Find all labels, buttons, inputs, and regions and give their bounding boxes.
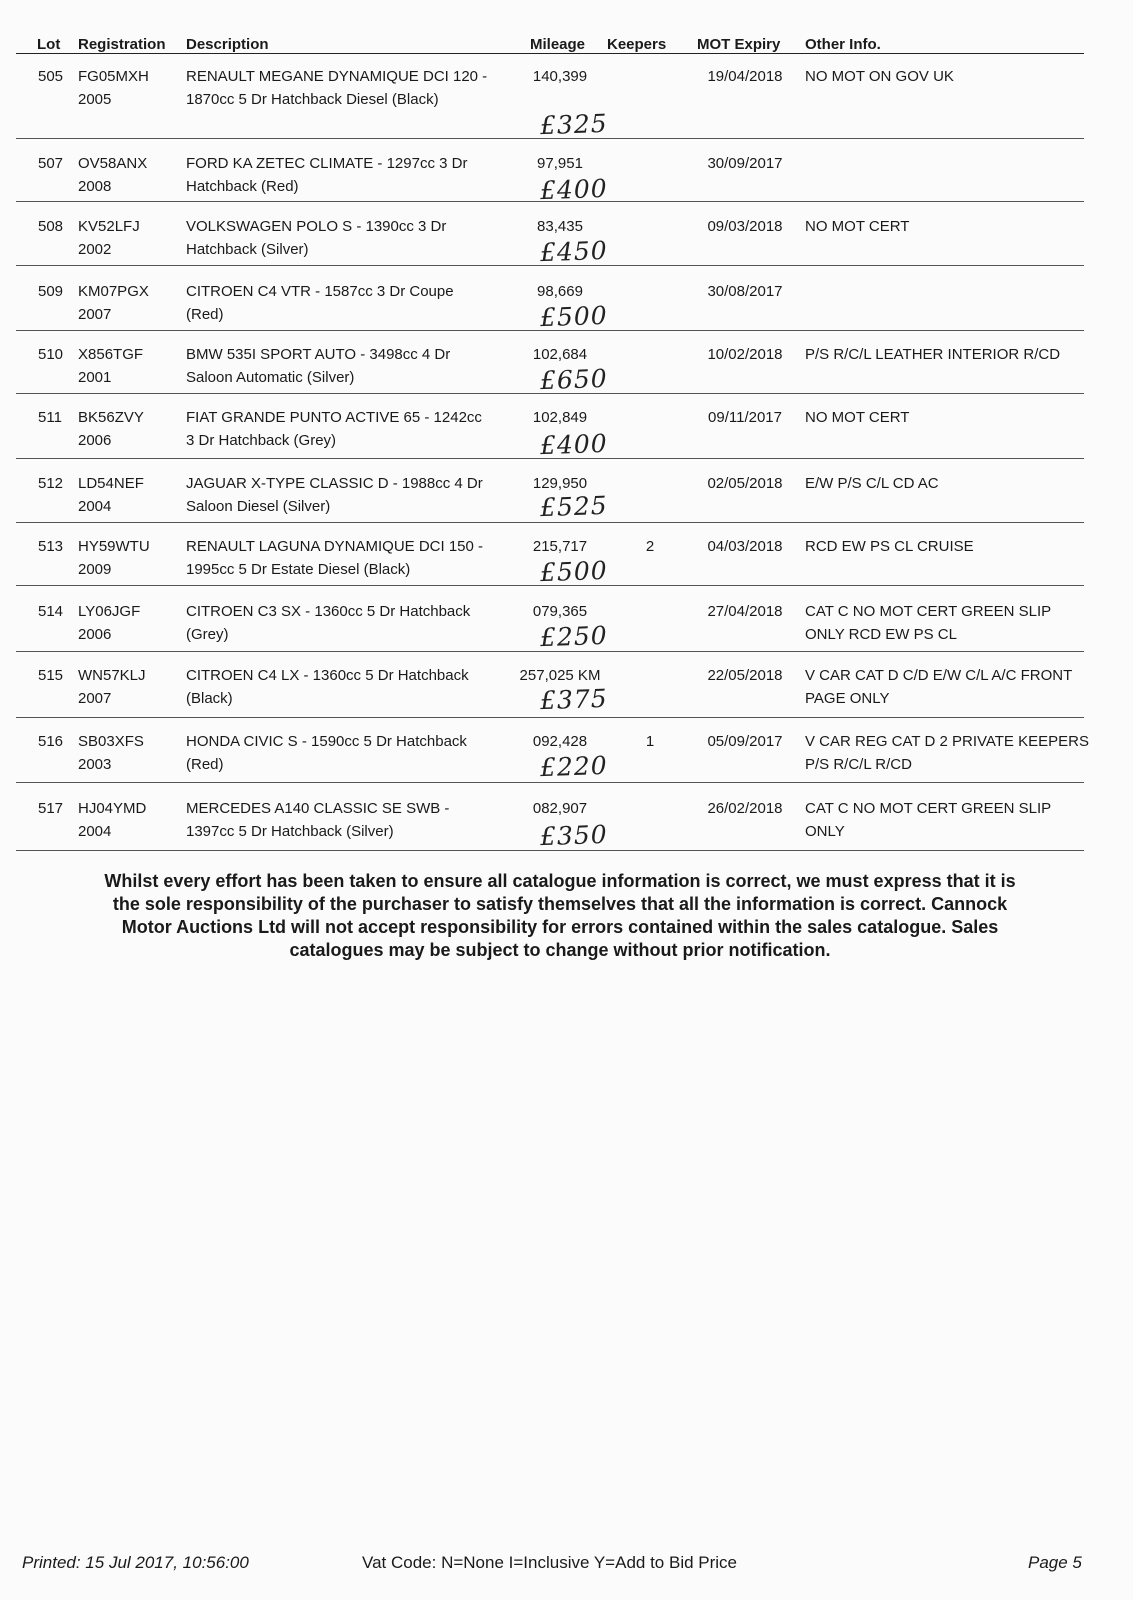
- other-info: RCD EW PS CL CRUISE: [805, 538, 974, 555]
- keepers: 1: [645, 733, 655, 750]
- disclaimer-text: Whilst every effort has been taken to ensure all catalogue information is correct, we must express that it is the sole responsibility of the purchaser to satisfy themselves that all the information is correct. Cannock Motor Auctions Ltd will not accept responsibility for errors contained within the sales catalogue. Sales catalogues may be subject to change without prior notification.: [104, 871, 1016, 960]
- mileage: 129,950: [532, 475, 588, 492]
- lot-number: 515: [38, 667, 64, 684]
- year: 2006: [78, 432, 112, 449]
- handwritten-price: £350: [539, 819, 609, 852]
- mileage: 102,684: [532, 346, 588, 363]
- year: 2005: [78, 91, 112, 108]
- year: 2006: [78, 626, 112, 643]
- year: 2001: [78, 369, 112, 386]
- col-header-registration: Registration: [78, 36, 166, 53]
- other-info: NO MOT CERT: [805, 409, 910, 426]
- keepers: 2: [645, 538, 655, 555]
- handwritten-price: £375: [539, 683, 609, 716]
- row-divider: [16, 330, 1084, 331]
- year: 2007: [78, 306, 112, 323]
- lot-number: 511: [38, 409, 62, 426]
- registration: KV52LFJ: [78, 218, 140, 235]
- col-header-mileage: Mileage: [530, 36, 586, 53]
- col-header-other-info: Other Info.: [805, 36, 881, 53]
- lot-number: 509: [38, 283, 64, 300]
- row-divider: [16, 138, 1084, 139]
- lot-number: 508: [38, 218, 64, 235]
- page-number: Page 5: [1028, 1553, 1082, 1572]
- col-header-description: Description: [186, 36, 269, 53]
- row-divider: [16, 782, 1084, 783]
- description: FORD KA ZETEC CLIMATE - 1297cc 3 Dr Hatchback (Red): [186, 155, 468, 195]
- year: 2002: [78, 241, 112, 258]
- lot-number: 505: [38, 68, 64, 85]
- handwritten-price: £450: [539, 235, 609, 268]
- col-header-mot-expiry: MOT Expiry: [697, 36, 781, 53]
- mileage: 140,399: [532, 68, 588, 85]
- year: 2003: [78, 756, 112, 773]
- description: VOLKSWAGEN POLO S - 1390cc 3 Dr Hatchback (Silver): [186, 218, 447, 258]
- year: 2004: [78, 823, 112, 840]
- lot-number: 513: [38, 538, 64, 555]
- description: FIAT GRANDE PUNTO ACTIVE 65 - 1242cc 3 Dr Hatchback (Grey): [186, 409, 482, 449]
- mot-expiry: 10/02/2018: [707, 346, 783, 363]
- lot-number: 514: [38, 603, 64, 620]
- row-divider: [16, 458, 1084, 459]
- other-info: V CAR REG CAT D 2 PRIVATE KEEPERS P/S R/C/L R/CD: [805, 733, 1089, 773]
- lot-number: 510: [38, 346, 64, 363]
- printed-timestamp: Printed: 15 Jul 2017, 10:56:00: [22, 1553, 249, 1572]
- description: RENAULT MEGANE DYNAMIQUE DCI 120 - 1870cc 5 Dr Hatchback Diesel (Black): [186, 68, 488, 108]
- year: 2004: [78, 498, 112, 515]
- year: 2009: [78, 561, 112, 578]
- mileage: 97,951: [537, 155, 583, 172]
- row-divider: [16, 393, 1084, 394]
- row-divider: [16, 717, 1084, 718]
- row-divider: [16, 522, 1084, 523]
- row-divider: [16, 850, 1084, 851]
- mot-expiry: 09/03/2018: [707, 218, 783, 235]
- row-divider: [16, 651, 1084, 652]
- lot-number: 507: [38, 155, 64, 172]
- registration: HY59WTU: [78, 538, 150, 555]
- description: BMW 535I SPORT AUTO - 3498cc 4 Dr Saloon Automatic (Silver): [186, 346, 451, 386]
- mot-expiry: 02/05/2018: [707, 475, 783, 492]
- registration: FG05MXH: [78, 68, 149, 85]
- vat-code-legend: Vat Code: N=None I=Inclusive Y=Add to Bid Price: [362, 1553, 738, 1572]
- mileage: 102,849: [532, 409, 588, 426]
- description: RENAULT LAGUNA DYNAMIQUE DCI 150 - 1995cc 5 Dr Estate Diesel (Black): [186, 538, 484, 578]
- registration: LD54NEF: [78, 475, 144, 492]
- handwritten-price: £500: [539, 300, 609, 333]
- header-divider: [16, 53, 1084, 54]
- registration: HJ04YMD: [78, 800, 147, 817]
- other-info: NO MOT CERT: [805, 218, 910, 235]
- handwritten-price: £400: [539, 173, 609, 206]
- mot-expiry: 30/09/2017: [707, 155, 783, 172]
- mot-expiry: 05/09/2017: [707, 733, 783, 750]
- mileage: 082,907: [532, 800, 588, 817]
- registration: LY06JGF: [78, 603, 141, 620]
- mot-expiry: 30/08/2017: [707, 283, 783, 300]
- other-info: NO MOT ON GOV UK: [805, 68, 954, 85]
- description: CITROEN C4 LX - 1360cc 5 Dr Hatchback (Black): [186, 667, 469, 707]
- col-header-lot: Lot: [37, 36, 61, 53]
- handwritten-price: £220: [539, 750, 609, 783]
- row-divider: [16, 585, 1084, 586]
- registration: X856TGF: [78, 346, 144, 363]
- mot-expiry: 27/04/2018: [707, 603, 783, 620]
- mileage: 257,025 KM: [519, 667, 601, 684]
- mileage: 215,717: [532, 538, 588, 555]
- handwritten-price: £325: [539, 108, 609, 141]
- mot-expiry: 22/05/2018: [707, 667, 783, 684]
- mot-expiry: 04/03/2018: [707, 538, 783, 555]
- year: 2007: [78, 690, 112, 707]
- col-header-keepers: Keepers: [607, 36, 667, 53]
- mileage: 079,365: [532, 603, 588, 620]
- mot-expiry: 09/11/2017: [708, 409, 782, 426]
- registration: KM07PGX: [78, 283, 149, 300]
- lot-number: 517: [38, 800, 64, 817]
- mileage: 83,435: [537, 218, 583, 235]
- other-info: CAT C NO MOT CERT GREEN SLIP ONLY RCD EW PS CL: [805, 603, 1051, 643]
- lot-number: 516: [38, 733, 64, 750]
- row-divider: [16, 201, 1084, 202]
- registration: OV58ANX: [78, 155, 148, 172]
- registration: WN57KLJ: [78, 667, 146, 684]
- handwritten-price: £400: [539, 428, 609, 461]
- mot-expiry: 19/04/2018: [707, 68, 783, 85]
- description: CITROEN C4 VTR - 1587cc 3 Dr Coupe (Red): [186, 283, 454, 323]
- handwritten-price: £250: [539, 620, 609, 653]
- other-info: CAT C NO MOT CERT GREEN SLIP ONLY: [805, 800, 1051, 840]
- other-info: P/S R/C/L LEATHER INTERIOR R/CD: [805, 346, 1061, 363]
- handwritten-price: £650: [539, 363, 609, 396]
- description: HONDA CIVIC S - 1590cc 5 Dr Hatchback (Red): [186, 733, 467, 773]
- mot-expiry: 26/02/2018: [707, 800, 783, 817]
- mileage: 092,428: [532, 733, 588, 750]
- row-divider: [16, 265, 1084, 266]
- year: 2008: [78, 178, 112, 195]
- other-info: V CAR CAT D C/D E/W C/L A/C FRONT PAGE ONLY: [805, 667, 1072, 707]
- handwritten-price: £525: [539, 490, 609, 523]
- description: MERCEDES A140 CLASSIC SE SWB - 1397cc 5 Dr Hatchback (Silver): [186, 800, 450, 840]
- lot-number: 512: [38, 475, 64, 492]
- other-info: E/W P/S C/L CD AC: [805, 475, 939, 492]
- mileage: 98,669: [537, 283, 583, 300]
- description: JAGUAR X-TYPE CLASSIC D - 1988cc 4 Dr Saloon Diesel (Silver): [186, 475, 483, 515]
- registration: SB03XFS: [78, 733, 144, 750]
- registration: BK56ZVY: [78, 409, 144, 426]
- description: CITROEN C3 SX - 1360cc 5 Dr Hatchback (Grey): [186, 603, 471, 643]
- handwritten-price: £500: [539, 555, 609, 588]
